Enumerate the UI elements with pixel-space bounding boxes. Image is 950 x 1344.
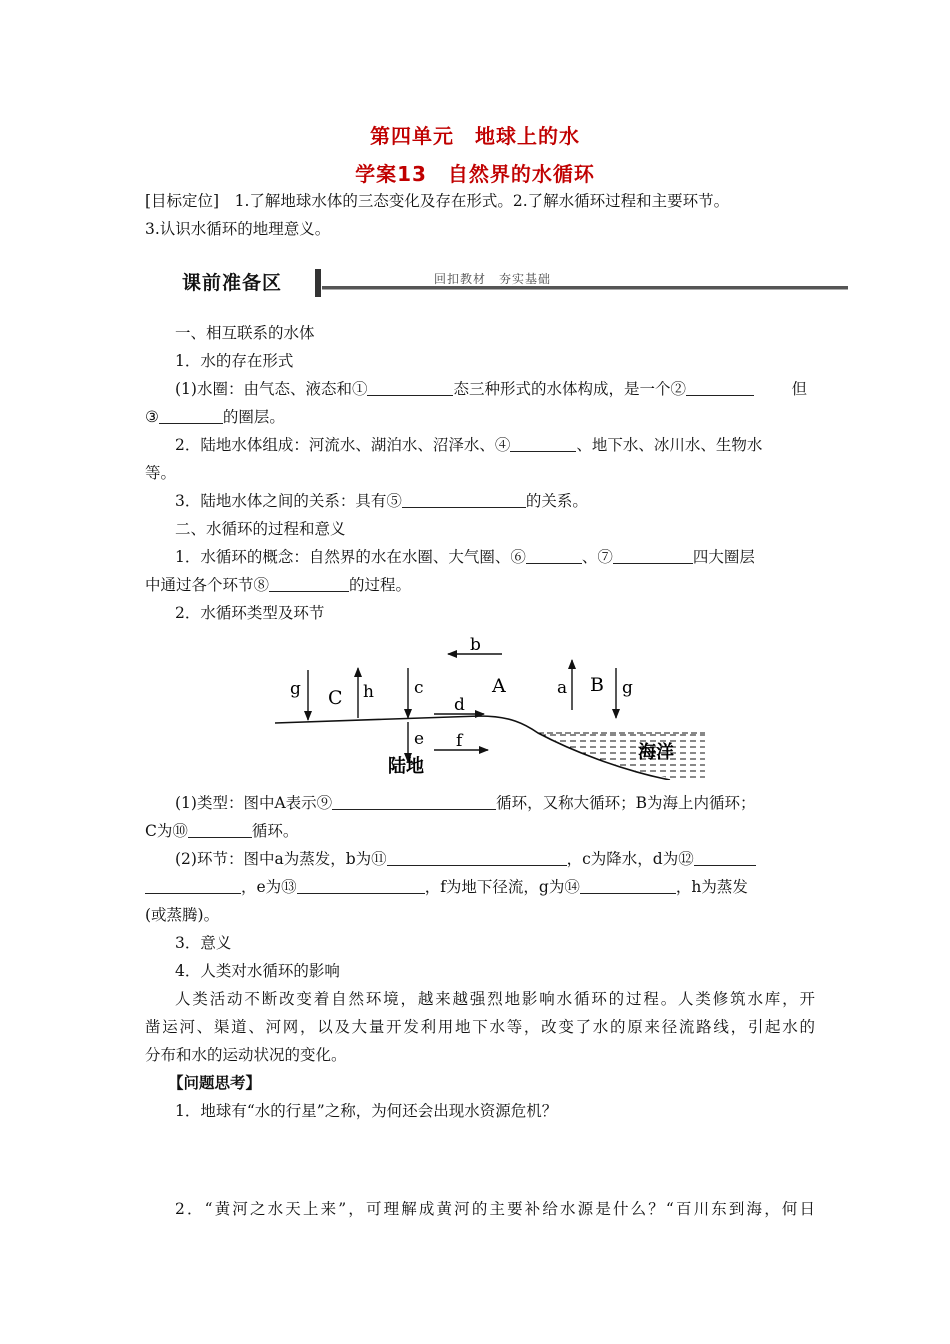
label-a: a	[557, 678, 568, 698]
item1-line	[175, 378, 815, 400]
lesson-title: 学案13 自然界的水循环	[355, 162, 595, 186]
objectives-line-1: [目标定位] 1.了解地球水体的三态变化及存在形式。2.了解水循环过程和主要环节。	[145, 192, 730, 210]
questions-heading: 【问题思考】	[168, 1073, 262, 1092]
label-c: c	[414, 678, 424, 698]
question-2: 2．“黄河之水天上来”，可理解成黄河的主要补给水源是什么？“百川东到海，何日	[175, 1200, 815, 1218]
link-line	[175, 848, 815, 870]
type-line-2	[145, 820, 815, 842]
blank-5[interactable]	[402, 491, 526, 508]
label-g-left: g	[290, 679, 301, 699]
label-g-right: g	[622, 678, 633, 698]
type-line	[175, 792, 815, 814]
blank-6[interactable]	[526, 547, 582, 564]
types-heading: 2．水循环类型及环节	[175, 604, 325, 622]
concept-line	[175, 546, 815, 568]
blank-9[interactable]	[332, 793, 496, 810]
item1-text-d: ③	[145, 408, 159, 426]
link-text-b: ，c为降水，d为⑫	[566, 850, 694, 868]
water-cycle-diagram	[270, 630, 710, 780]
item1-line-2	[145, 406, 815, 428]
item3-line	[175, 490, 815, 512]
unit-title: 第四单元 地球上的水	[370, 124, 580, 148]
label-e: e	[414, 729, 425, 749]
section2-heading: 二、水循环的过程和意义	[175, 520, 346, 538]
blank-7[interactable]	[613, 547, 693, 564]
question-1: 1．地球有“水的行星”之称，为何还会出现水资源危机？	[175, 1102, 558, 1120]
blank-11[interactable]	[387, 849, 567, 866]
item3-text-b: 的关系。	[525, 492, 588, 510]
concept-text-d: 中通过各个环节⑧	[145, 576, 270, 594]
banner-subtitle: 回扣教材 夯实基础	[434, 272, 552, 286]
item1-text-b: 态三种形式的水体构成，是一个②	[453, 380, 686, 398]
link-text-a: (2)环节：图中a为蒸发，b为⑪	[175, 850, 387, 868]
item1-text-a: (1)水圈：由气态、液态和①	[175, 380, 368, 398]
label-h: h	[363, 682, 374, 702]
concept-line-2	[145, 574, 815, 596]
concept-text-b: 、⑦	[581, 548, 613, 566]
item3-text-a: 3．陆地水体之间的关系：具有⑤	[175, 492, 402, 510]
concept-text-c: 四大圈层	[692, 548, 755, 566]
human-paragraph-3: 分布和水的运动状况的变化。	[145, 1046, 347, 1064]
item1-text-c: 但	[791, 380, 807, 398]
link-text-d: ，f为地下径流，g为⑭	[424, 878, 580, 896]
blank-14[interactable]	[580, 877, 676, 894]
item1-text-e: 的圈层。	[222, 408, 285, 426]
item1-heading: 1．水的存在形式	[175, 352, 294, 370]
banner-divider	[315, 269, 321, 297]
section1-heading: 一、相互联系的水体	[175, 324, 315, 342]
blank-2[interactable]	[686, 379, 754, 396]
blank-13[interactable]	[297, 877, 425, 894]
item2-text-b: 、地下水、冰川水、生物水	[576, 436, 763, 454]
blank-3[interactable]	[159, 407, 223, 424]
label-d: d	[454, 695, 465, 715]
type-text-c: C为⑩	[145, 822, 188, 840]
blank-1[interactable]	[367, 379, 453, 396]
ocean-water	[538, 733, 705, 778]
link-line-2	[145, 876, 815, 898]
concept-text-e: 的过程。	[349, 576, 412, 594]
blank-4[interactable]	[510, 435, 576, 452]
label-f: f	[456, 731, 463, 751]
meaning-heading: 3．意义	[175, 934, 232, 952]
objectives-line-2: 3.认识水循环的地理意义。	[145, 220, 331, 238]
link-line-3: (或蒸腾)。	[145, 906, 220, 924]
concept-text-a: 1．水循环的概念：自然界的水在水圈、大气圈、⑥	[175, 548, 526, 566]
link-text-c: ，e为⑬	[241, 878, 297, 896]
type-text-d: 循环。	[251, 822, 299, 840]
label-ocean: 海洋	[638, 742, 674, 763]
label-land: 陆地	[388, 756, 424, 777]
item2-line	[175, 434, 815, 456]
item2-text-a: 2．陆地水体组成：河流水、湖泊水、沼泽水、④	[175, 436, 511, 454]
type-text-b: 循环，又称大循环；B为海上内循环；	[496, 794, 756, 812]
blank-12-part1[interactable]	[694, 849, 756, 866]
blank-8[interactable]	[269, 575, 349, 592]
blank-12-part2[interactable]	[145, 877, 241, 894]
label-b: b	[470, 635, 481, 655]
label-B: B	[590, 674, 604, 696]
item2-line-2: 等。	[145, 464, 177, 482]
blank-10[interactable]	[188, 821, 252, 838]
human-paragraph-1: 人类活动不断改变着自然环境，越来越强烈地影响水循环的过程。人类修筑水库，开	[175, 990, 815, 1008]
section-banner	[172, 264, 848, 300]
label-A: A	[492, 675, 506, 697]
banner-title: 课前准备区	[182, 272, 283, 294]
type-text-a: (1)类型：图中A表示⑨	[175, 794, 333, 812]
human-heading: 4．人类对水循环的影响	[175, 962, 340, 980]
link-text-e: ，h为蒸发	[675, 878, 748, 896]
human-paragraph-2: 凿运河、渠道、河网，以及大量开发利用地下水等，改变了水的原来径流路线，引起水的	[145, 1018, 815, 1036]
label-C: C	[328, 687, 343, 709]
banner-rule-thin	[322, 289, 848, 290]
